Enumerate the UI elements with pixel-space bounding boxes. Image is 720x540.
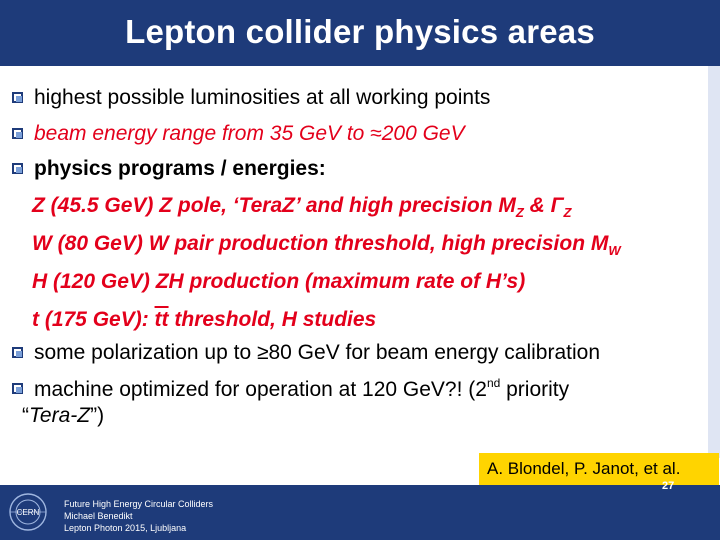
program-t: [32, 308, 376, 332]
bullet-continuation: [22, 404, 104, 428]
program-z-label: Z (45.5 GeV): [32, 194, 154, 217]
bullet-icon: [12, 163, 23, 174]
header-bar: [0, 0, 720, 66]
program-z-desc: Z pole, ‘TeraZ’ and high precision M: [159, 194, 516, 217]
footer-line-conference: Future High Energy Circular Colliders: [64, 499, 214, 509]
tera-z-italic: Tera-Z: [29, 404, 91, 427]
program-w-desc: W pair production threshold, high precision M: [148, 232, 609, 255]
bullet-icon: [12, 383, 23, 394]
machine-optimized-sup: nd: [486, 376, 501, 390]
program-w: [32, 232, 621, 258]
program-t-ttbar: $\overline{tt}$: [154, 308, 169, 331]
right-accent-bar: [708, 66, 720, 458]
bullet-icon: [12, 128, 23, 139]
program-h-desc: ZH production (maximum rate of H’s): [155, 270, 526, 293]
bullet-icon: [12, 92, 23, 103]
machine-optimized-priority: priority: [500, 378, 570, 401]
program-t-desc: threshold, H studies: [168, 308, 377, 331]
cern-logo-icon: [8, 492, 48, 532]
program-z: [32, 194, 571, 220]
program-z-sub-m: Z: [515, 205, 524, 220]
quote-close: ”): [90, 404, 105, 427]
footer-line-event: Lepton Photon 2015, Ljubljana: [64, 523, 187, 533]
bullet-icon: [12, 347, 23, 358]
page-number: 27: [662, 480, 675, 492]
machine-optimized-text: machine optimized for operation at 120 GeV?! (2: [34, 378, 487, 401]
bullet-text-machine-optimized: [34, 376, 569, 402]
bullet-text-energy-range: beam energy range from 35 GeV to ≈200 GeV: [34, 122, 465, 145]
footer-line-author: Michael Benedikt: [64, 511, 133, 521]
program-h: [32, 270, 525, 294]
bullet-text-luminosities: highest possible luminosities at all working points: [34, 86, 491, 109]
program-z-sub-gamma: Z: [563, 205, 572, 220]
reference-text: A. Blondel, P. Janot, et al.: [487, 459, 681, 478]
program-h-label: H (120 GeV): [32, 270, 150, 293]
quote-open: “: [22, 404, 29, 427]
program-z-desc-gamma: & Γ: [523, 194, 564, 217]
program-w-label: W (80 GeV): [32, 232, 143, 255]
bullet-text-physics-programs: physics programs / energies:: [34, 157, 326, 180]
bullet-text-polarization: some polarization up to ≥80 GeV for beam energy calibration: [34, 341, 601, 364]
program-t-label: t (175 GeV):: [32, 308, 149, 331]
slide-title: Lepton collider physics areas: [125, 13, 595, 50]
reference-box: [479, 453, 719, 485]
program-w-sub-m: W: [608, 243, 621, 258]
logo-text: CERN: [16, 508, 40, 517]
